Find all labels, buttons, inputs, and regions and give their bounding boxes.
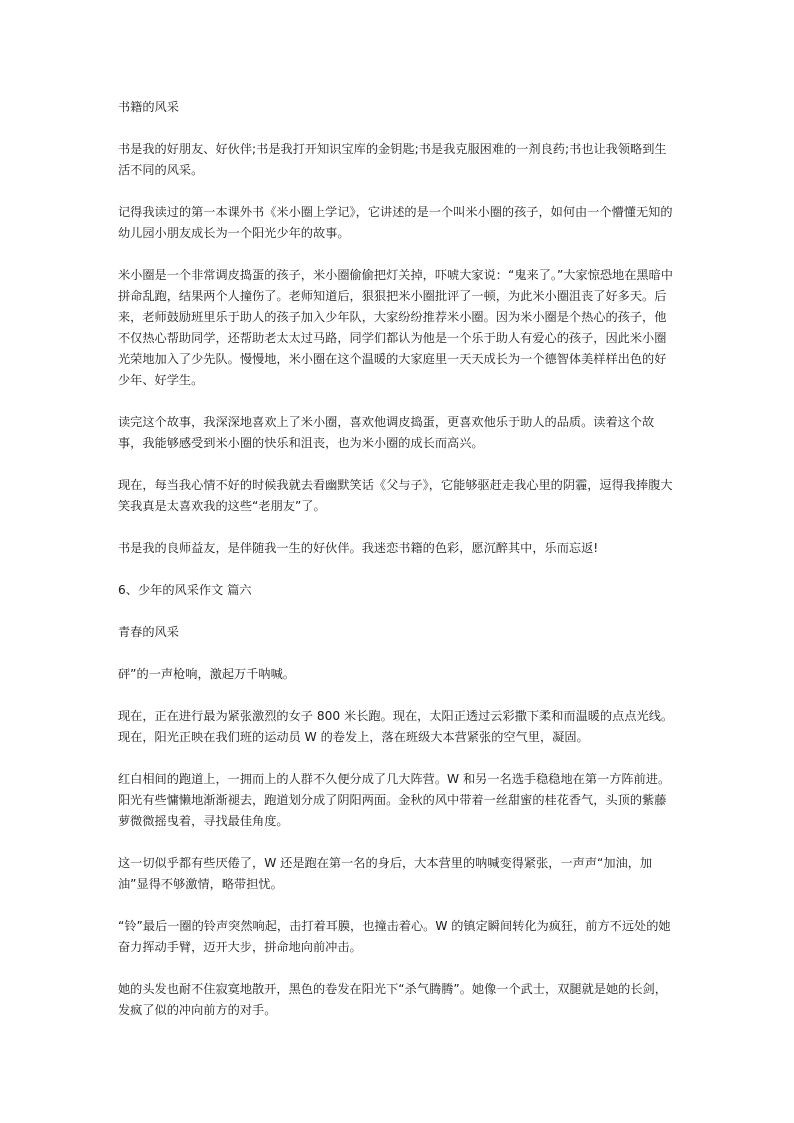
section-heading: 6、少年的风采作文 篇六 bbox=[118, 583, 252, 597]
paragraph: 砰”的一声枪响，激起万千呐喊。 bbox=[118, 667, 295, 681]
essay-title-books: 书籍的风采 bbox=[118, 100, 179, 114]
paragraph: 米小圈是一个非常调皮捣蛋的孩子，米小圈偷偷把灯关掉，吓唬大家说：“鬼来了。”大家惊恐地在黑暗中拼命乱跑，结果两个人撞伤了。老师知道后，狠狠把米小圈批评了一顿，为此米小圈沮丧了好多天。后来，老师鼓励班里乐于助人的孩子加入少年队，大家纷纷推荐米小圈。因为米小圈是个热心的孩子，他不仅热心帮助同学，还帮助老太太过马路，同学们都认为他是一个乐于助人有爱心的孩子，因此米小圈光荣地加入了少先队。慢慢地，米小圈在这个温暖的大家庭里一天天成长为一个德智体美样样出色的好少年、好学生。 bbox=[118, 268, 673, 387]
essay-title-youth: 青春的风采 bbox=[118, 625, 179, 639]
paragraph: 她的头发也耐不住寂寞地散开，黑色的卷发在阳光下“杀气腾腾”。她像一个武士，双腿就是她的长剑，发疯了似的冲向前方的对手。 bbox=[118, 982, 667, 1017]
paragraph: 这一切似乎都有些厌倦了，W 还是跑在第一名的身后，大本营里的呐喊变得紧张，一声声“加油，加油”显得不够激情，略带担忧。 bbox=[118, 856, 653, 891]
paragraph: 现在，正在进行最为紧张激烈的女子 800 米长跑。现在，太阳正透过云彩撒下柔和而温暖的点点光线。现在，阳光正映在我们班的运动员 W 的卷发上，落在班级大本营紧张的空气里，凝固。 bbox=[118, 709, 674, 744]
paragraph: 书是我的良师益友，是伴随我一生的好伙伴。我迷恋书籍的色彩，愿沉醉其中，乐而忘返! bbox=[118, 541, 599, 555]
paragraph: 红白相间的跑道上，一拥而上的人群不久便分成了几大阵营。W 和另一名选手稳稳地在第一方阵前进。阳光有些慵懒地渐渐褪去，跑道划分成了阴阳两面。金秋的风中带着一丝甜蜜的桂花香气，头顶的紫藤萝微微摇曳着，寻找最佳角度。 bbox=[118, 772, 671, 828]
paragraph: “铃”最后一圈的铃声突然响起，击打着耳膜，也撞击着心。W 的镇定瞬间转化为疯狂，前方不远处的她奋力挥动手臂，迈开大步，拼命地向前冲击。 bbox=[118, 919, 671, 954]
paragraph: 读完这个故事，我深深地喜欢上了米小圈，喜欢他调皮捣蛋，更喜欢他乐于助人的品质。读着这个故事，我能够感受到米小圈的快乐和沮丧，也为米小圈的成长而高兴。 bbox=[118, 415, 655, 450]
paragraph: 现在，每当我心情不好的时候我就去看幽默笑话《父与子》，它能够驱赶走我心里的阴霾，逗得我捧腹大笑我真是太喜欢我的这些“老朋友”了。 bbox=[118, 478, 673, 513]
paragraph: 记得我读过的第一本课外书《米小圈上学记》，它讲述的是一个叫米小圈的孩子，如何由一个懵懂无知的幼儿园小朋友成长为一个阳光少年的故事。 bbox=[118, 205, 673, 240]
paragraph: 书是我的好朋友、好伙伴;书是我打开知识宝库的金钥匙;书是我克服困难的一剂良药;书也让我领略到生活不同的风采。 bbox=[118, 142, 667, 177]
document-body bbox=[118, 97, 678, 1042]
